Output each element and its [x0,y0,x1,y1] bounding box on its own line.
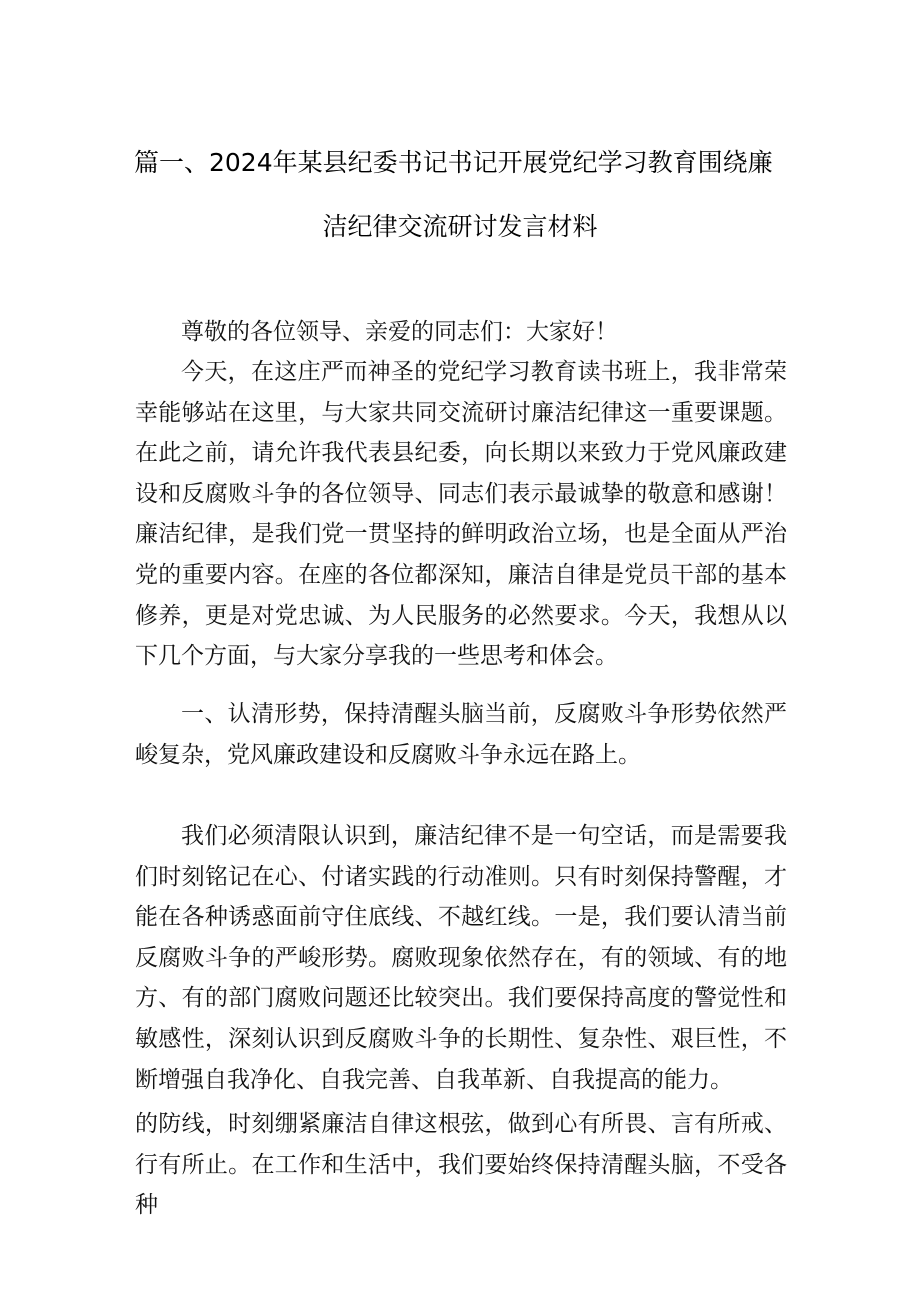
opening-paragraph: 今天，在这庄严而神圣的党纪学习教育读书班上，我非常荣幸能够站在这里，与大家共同交流研讨廉洁纪律这一重要课题。在此之前，请允许我代表县纪委，向长期以来致力于党风廉政建设和反腐败斗争的各位领导、同志们表示最诚挚的敬意和感谢！廉洁纪律，是我们党一贯坚持的鲜明政治立场，也是全面从严治党的重要内容。在座的各位都深知，廉洁自律是党员干部的基本修养，更是对党忠诚、为人民服务的必然要求。今天，我想从以下几个方面，与大家分享我的一些思考和体会。 [135,359,787,670]
continued-paragraph: 的防线，时刻绷紧廉洁自律这根弦，做到心有所畏、言有所戒、行有所止。在工作和生活中，我们要始终保持清醒头脑，不受各种 [135,1111,787,1219]
document-title-line-1: 篇一、2024年某县纪委书记书记开展党纪学习教育围绕廉 [134,148,773,177]
greeting-paragraph: 尊敬的各位领导、亲爱的同志们：大家好！ [181,319,618,345]
section-heading-paragraph: 一、认清形势，保持清醒头脑当前，反腐败斗争形势依然严峻复杂，党风廉政建设和反腐败斗争永远在路上。 [135,701,787,768]
document-title-line-2: 洁纪律交流研讨发言材料 [322,212,598,241]
body-paragraph: 我们必须清限认识到，廉洁纪律不是一句空话，而是需要我们时刻铭记在心、付诸实践的行动准则。只有时刻保持警醒，才能在各种诱惑面前守住底线、不越红线。一是，我们要认清当前反腐败斗争的严峻形势。腐败现象依然存在，有的领域、有的地方、有的部门腐败问题还比较突出。我们要保持高度的警觉性和敏感性，深刻认识到反腐败斗争的长期性、复杂性、艰巨性，不断增强自我净化、自我完善、自我革新、自我提高的能力。 [135,823,787,1093]
